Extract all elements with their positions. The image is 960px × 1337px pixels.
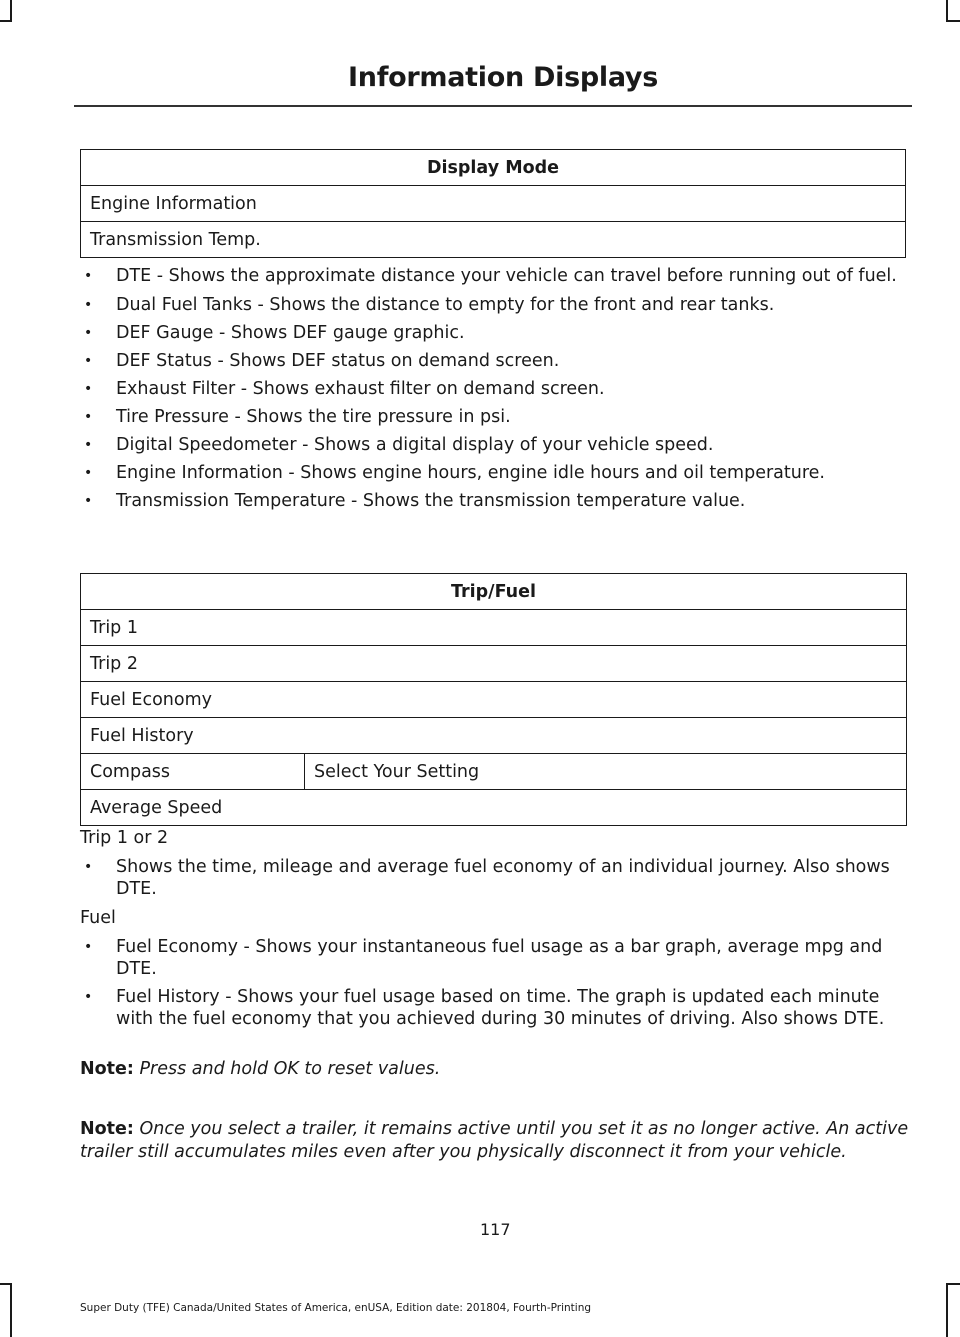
table-header-row	[81, 574, 907, 610]
list-item: • Fuel History - Shows your fuel usage based on time. The graph is updated each minute with the fuel economy that you achieved during 30 minutes of driving. Also shows DTE.	[80, 986, 910, 1030]
list-item: • DEF Gauge - Shows DEF gauge graphic.	[80, 322, 910, 344]
list-item: • DEF Status - Shows DEF status on demand screen.	[80, 350, 910, 372]
trip-bullet-list	[80, 856, 910, 900]
table-header-row	[81, 150, 906, 186]
list-item: • Exhaust Filter - Shows exhaust filter on demand screen.	[80, 378, 910, 400]
trip-fuel-table	[80, 573, 907, 826]
note-trailer-active	[80, 1118, 910, 1164]
list-item: • Shows the time, mileage and average fuel economy of an individual journey. Also shows DTE.	[80, 856, 910, 900]
page-title: Information Displays	[348, 62, 658, 93]
table-row	[81, 186, 906, 222]
crop-mark-bottom-left-horizontal	[0, 1283, 12, 1285]
table-cell: Transmission Temp.	[81, 222, 906, 258]
note-reset-values	[80, 1058, 910, 1081]
display-mode-table	[80, 149, 906, 258]
list-item: • Dual Fuel Tanks - Shows the distance to empty for the front and rear tanks.	[80, 294, 910, 316]
list-item: • Transmission Temperature - Shows the transmission temperature value.	[80, 490, 910, 512]
title-divider	[74, 105, 912, 107]
table-row	[81, 222, 906, 258]
table-cell: Fuel Economy	[81, 682, 907, 718]
page-number: 117	[480, 1220, 511, 1239]
table-row	[81, 646, 907, 682]
trip-section-label: Trip 1 or 2	[80, 828, 169, 848]
list-item: • Digital Speedometer - Shows a digital display of your vehicle speed.	[80, 434, 910, 456]
fuel-section-label: Fuel	[80, 908, 116, 928]
table-cell: Trip 2	[81, 646, 907, 682]
table-cell: Fuel History	[81, 718, 907, 754]
fuel-bullet-list	[80, 936, 910, 1030]
note-label: Note:	[80, 1059, 134, 1079]
table-cell: Trip 1	[81, 610, 907, 646]
crop-mark-bottom-left-vertical	[10, 1283, 12, 1337]
list-item: • Engine Information - Shows engine hours, engine idle hours and oil temperature.	[80, 462, 910, 484]
note-text: Once you select a trailer, it remains active until you set it as no longer active. An active trailer still accumulates miles even after you physically disconnect it from your vehicle.	[80, 1119, 909, 1162]
crop-mark-top-left-vertical	[10, 0, 12, 22]
crop-mark-bottom-right-horizontal	[946, 1283, 960, 1285]
compass-cell: Compass	[81, 754, 305, 790]
display-mode-bullet-list	[80, 265, 910, 512]
list-item: • DTE - Shows the approximate distance your vehicle can travel before running out of fuel.	[80, 265, 910, 287]
crop-mark-top-right-horizontal	[946, 20, 960, 22]
crop-mark-top-right-vertical	[946, 0, 948, 22]
note-label: Note:	[80, 1119, 134, 1139]
table-row	[81, 718, 907, 754]
table-row	[81, 790, 907, 826]
table-row	[81, 754, 907, 790]
table-cell: Engine Information	[81, 186, 906, 222]
trip-fuel-heading: Trip/Fuel	[81, 574, 907, 610]
crop-mark-bottom-right-vertical	[946, 1283, 948, 1337]
display-mode-heading: Display Mode	[81, 150, 906, 186]
select-your-setting-cell: Select Your Setting	[305, 754, 907, 790]
table-row	[81, 682, 907, 718]
list-item: • Tire Pressure - Shows the tire pressure in psi.	[80, 406, 910, 428]
list-item: • Fuel Economy - Shows your instantaneous fuel usage as a bar graph, average mpg and DTE.	[80, 936, 910, 980]
edition-footer: Super Duty (TFE) Canada/United States of America, enUSA, Edition date: 201804, Fourth-Printing	[80, 1302, 592, 1314]
note-text: Press and hold OK to reset values.	[139, 1059, 441, 1079]
table-row	[81, 610, 907, 646]
crop-mark-top-left-horizontal	[0, 20, 12, 22]
table-cell: Average Speed	[81, 790, 907, 826]
